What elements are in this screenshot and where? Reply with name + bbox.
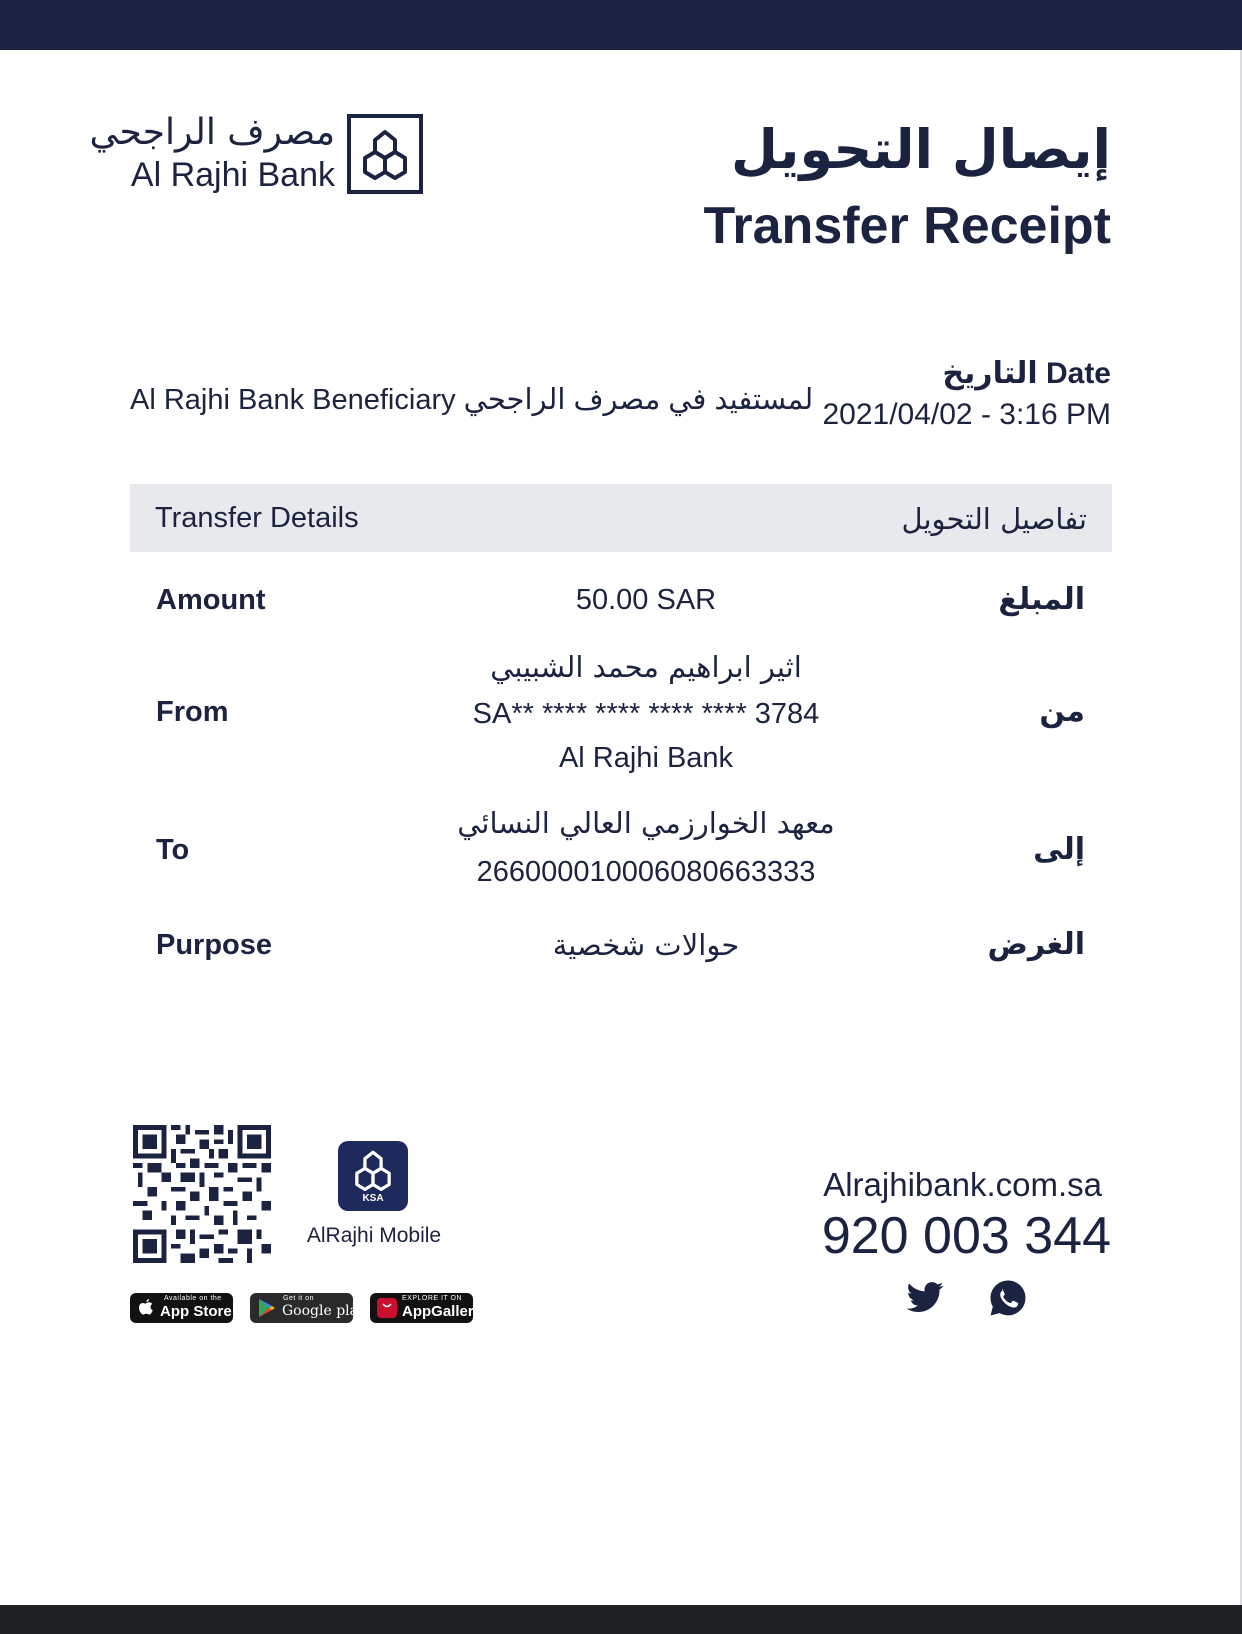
from-account: SA** **** **** **** **** 3784 [472,698,820,730]
bank-logo-icon [347,114,423,194]
appgallery-badge[interactable] [370,1293,483,1323]
apple-icon [138,1299,154,1317]
amount-value: 50.00 SAR [575,584,717,616]
google-play-label: Google play [282,1303,366,1319]
to-name: معهد الخوارزمي العالي النسائي [457,806,835,840]
bank-logo [89,112,423,194]
qr-code [133,1125,271,1263]
twitter-icon[interactable] [905,1278,945,1318]
app-store-small: Available on the [164,1295,222,1302]
beneficiary-type: Al Rajhi Bank Beneficiary لمستفيد في مصرف الراجحي [130,384,814,416]
to-label-ar: إلى [1033,832,1085,867]
from-label-en: From [156,696,229,728]
google-play-badge[interactable] [250,1293,366,1323]
from-bank: Al Rajhi Bank [558,742,734,774]
app-badge: KSA [362,1193,384,1204]
date-label-ar: التاريخ [942,356,1038,391]
purpose-value: حوالات شخصية [552,928,740,962]
from-label-ar: من [1039,694,1085,729]
to-account: 266000010006080663333 [476,856,816,888]
appgallery-label: AppGallery [402,1303,483,1320]
title-en: Transfer Receipt [703,197,1111,255]
bank-name-en: Al Rajhi Bank [130,156,335,194]
appgallery-small: EXPLORE IT ON [402,1295,463,1302]
google-play-icon [258,1298,276,1318]
details-heading-ar: تفاصيل التحويل [901,502,1087,536]
date-value: 2021/04/02 - 3:16 PM [822,398,1111,431]
to-label-en: To [156,834,190,866]
amount-label-ar: المبلغ [998,582,1085,617]
date-label [942,356,1111,391]
bank-name-ar: مصرف الراجحي [89,112,335,153]
app-icon[interactable] [338,1141,408,1211]
huawei-icon [377,1298,397,1318]
bottom-bar [0,1605,1242,1634]
top-bar [0,0,1242,50]
app-store-label: App Store [160,1303,232,1320]
google-play-small: Get it on [283,1295,314,1302]
website-link[interactable]: Alrajhibank.com.sa [823,1166,1102,1203]
title-ar: إيصال التحويل [730,118,1111,181]
purpose-label-ar: الغرض [987,927,1085,962]
whatsapp-icon[interactable] [988,1278,1028,1318]
app-name: AlRajhi Mobile [306,1224,442,1247]
transfer-details-header [130,484,1112,552]
details-heading-en: Transfer Details [155,502,359,534]
from-name: اثير ابراهيم محمد الشبيبي [490,650,802,684]
purpose-label-en: Purpose [156,929,273,961]
amount-label-en: Amount [156,584,266,616]
app-store-badge[interactable] [130,1293,233,1323]
date-label-en: Date [1045,357,1111,390]
phone-number[interactable]: 920 003 344 [821,1207,1111,1265]
